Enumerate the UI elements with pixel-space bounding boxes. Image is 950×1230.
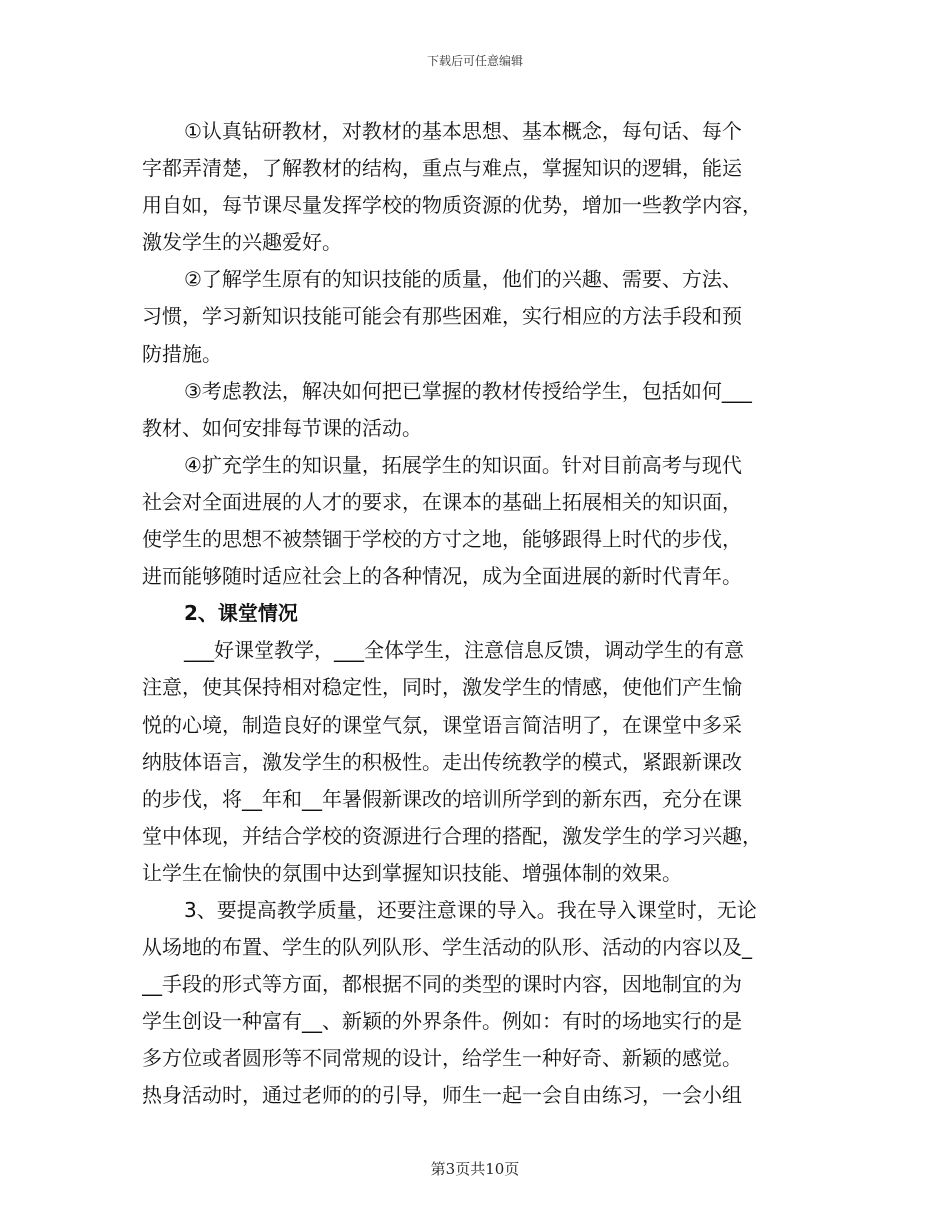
text-line: 的步伐，将__年和__年暑假新课改的培训所学到的新东西，充分在课 <box>142 786 742 811</box>
text-line: 社会对全面进展的人才的要求，在课本的基础上拓展相关的知识面， <box>142 489 742 514</box>
text-line: 从场地的布置、学生的队列队形、学生活动的队形、活动的内容以及_ <box>142 935 752 960</box>
text-line: 堂中体现，并结合学校的资源进行合理的搭配，激发学生的学习兴趣， <box>142 823 762 848</box>
text-line: 字都弄清楚，了解教材的结构，重点与难点，掌握知识的逻辑，能运 <box>142 156 742 181</box>
text-line: 纳肢体语言，激发学生的积极性。走出传统教学的模式，紧跟新课改 <box>142 749 742 774</box>
text-line: 教材、如何安排每节课的活动。 <box>142 415 422 440</box>
text-line: 3、要提高教学质量，还要注意课的导入。我在导入课堂时，无论 <box>184 897 757 922</box>
text-line: ③考虑教法，解决如何把已掌握的教材传授给学生，包括如何___ <box>184 378 752 403</box>
text-line: 用自如，每节课尽量发挥学校的物质资源的优势，增加一些教学内容， <box>142 193 762 218</box>
text-line: 进而能够随时适应社会上的各种情况，成为全面进展的新时代青年。 <box>142 564 742 589</box>
text-line: 悦的心境，制造良好的课堂气氛，课堂语言简洁明了，在课堂中多采 <box>142 712 742 737</box>
text-line: 注意，使其保持相对稳定性，同时，激发学生的情感，使他们产生愉 <box>142 675 742 700</box>
text-line: 激发学生的兴趣爱好。 <box>142 230 342 255</box>
document-body <box>142 113 812 1115</box>
page-header: 下载后可任意编辑 <box>426 54 523 68</box>
text-line: 让学生在愉快的氛围中达到掌握知识技能、增强体制的效果。 <box>142 860 682 885</box>
text-line: 多方位或者圆形等不同常规的设计，给学生一种好奇、新颖的感觉。 <box>142 1046 742 1071</box>
text-line: ④扩充学生的知识量，拓展学生的知识面。针对目前高考与现代 <box>184 452 742 477</box>
text-line: 使学生的思想不被禁锢于学校的方寸之地，能够跟得上时代的步伐， <box>142 527 742 552</box>
text-line: 防措施。 <box>142 341 222 366</box>
text-line: ___好课堂教学，___全体学生，注意信息反馈，调动学生的有意 <box>184 638 744 663</box>
text-line: 热身活动时，通过老师的的引导，师生一起一会自由练习，一会小组 <box>142 1083 742 1108</box>
text-line: 习惯，学习新知识技能可能会有那些困难，实行相应的方法手段和预 <box>142 304 742 329</box>
section-heading: 2、课堂情况 <box>184 601 298 626</box>
text-line: __手段的形式等方面，都根据不同的类型的课时内容，因地制宜的为 <box>142 972 742 997</box>
text-line: ①认真钻研教材，对教材的基本思想、基本概念，每句话、每个 <box>184 119 742 143</box>
text-line: 学生创设一种富有__、新颖的外界条件。例如：有时的场地实行的是 <box>142 1009 742 1034</box>
page-footer: 第3页共10页 <box>430 1160 520 1178</box>
text-line: ②了解学生原有的知识技能的质量，他们的兴趣、需要、方法、 <box>184 267 742 292</box>
